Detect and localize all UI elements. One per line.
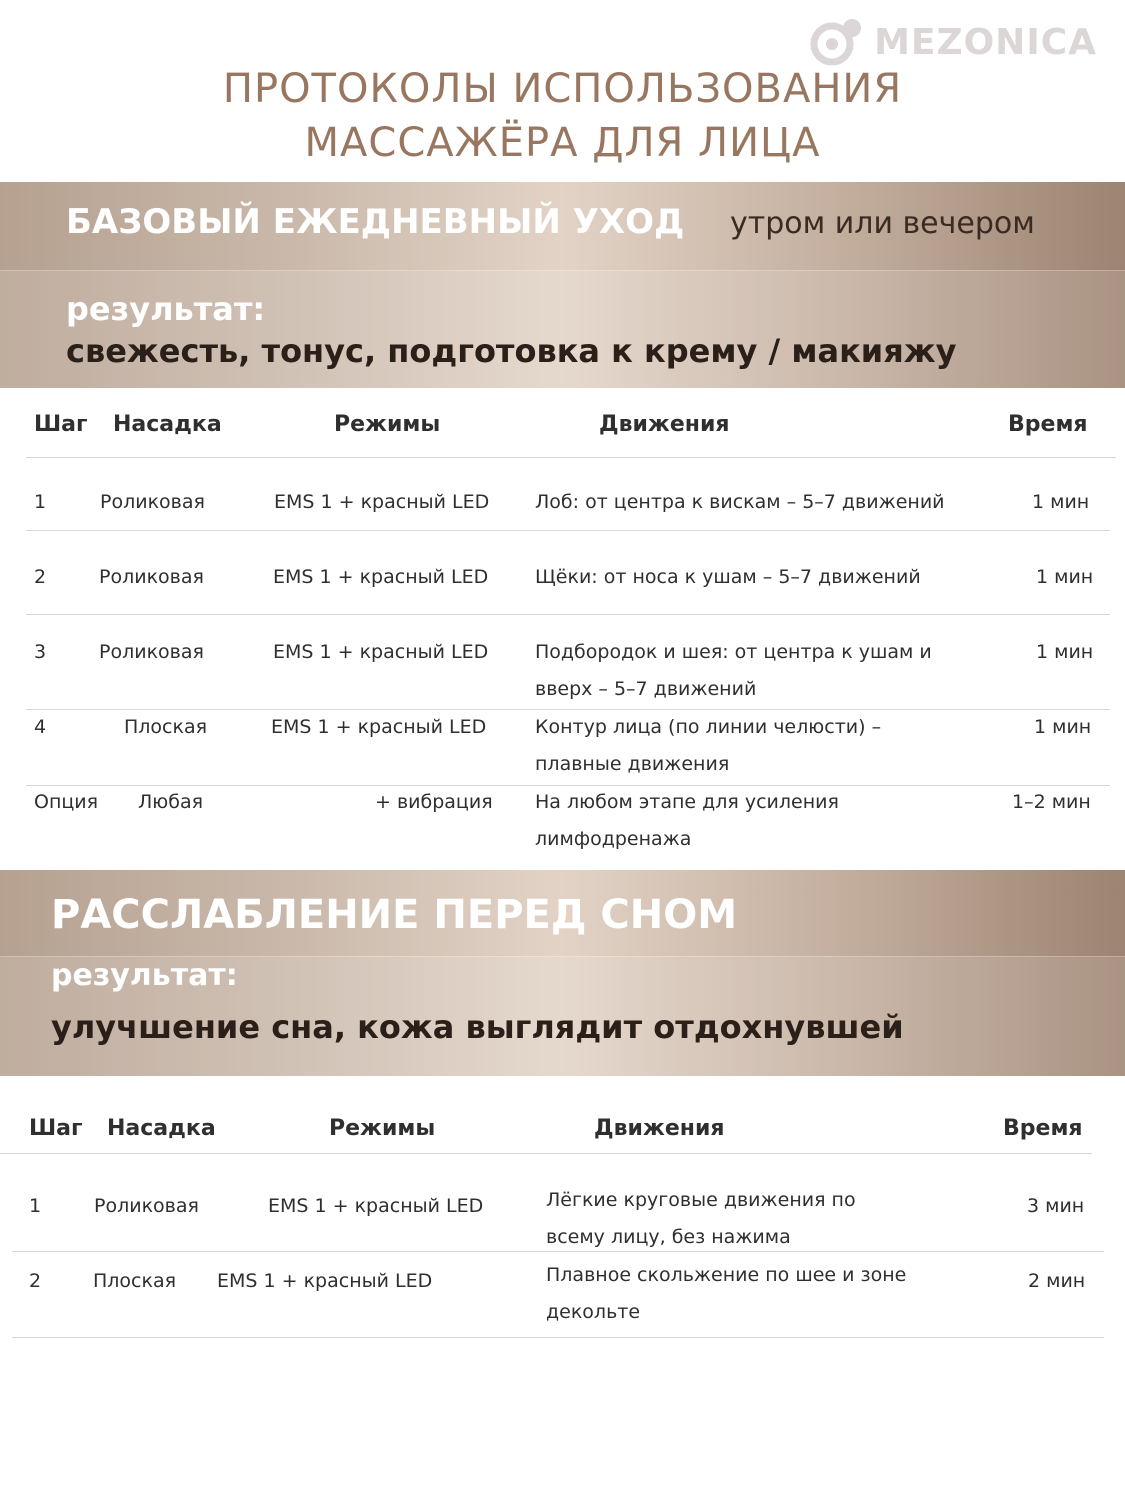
table-1-row-1-attachment: Роликовая — [100, 491, 205, 513]
table-2-row-2-attachment: Плоская — [93, 1270, 177, 1292]
table-2-header-attachment: Насадка — [107, 1116, 216, 1141]
table-1-row-4-modes: EMS 1 + красный LED — [271, 716, 487, 738]
table-1-row-1-modes: EMS 1 + красный LED — [274, 491, 490, 513]
brand-name: MEZONICA — [874, 21, 1097, 63]
table-1-row-5-movements: На любом этапе для усиления лимфодренажа — [535, 791, 839, 850]
table-1-row-3-modes: EMS 1 + красный LED — [273, 641, 489, 663]
table-2-row-1-time: 3 мин — [1027, 1195, 1085, 1217]
table-1-row-4-step: 4 — [34, 716, 47, 738]
section-2-banner — [0, 870, 1125, 1076]
section-2-result-text: улучшение сна, кожа выглядит отдохнувшей — [51, 1008, 904, 1046]
table-1-row-4-time: 1 мин — [1034, 716, 1092, 738]
section-1-result-panel — [0, 270, 1125, 389]
table-1-row-divider — [26, 530, 1110, 531]
table-1-row-3-step: 3 — [34, 641, 47, 663]
table-1-row-1-movements: Лоб: от центра к вискам – 5–7 движений — [535, 491, 945, 513]
table-2-header-divider — [0, 1153, 1092, 1154]
table-2-row-2-movements: Плавное скольжение по шее и зоне декольте — [546, 1264, 907, 1323]
section-2-title: РАССЛАБЛЕНИЕ ПЕРЕД СНОМ — [51, 892, 738, 938]
table-1-header-attachment: Насадка — [113, 412, 222, 437]
table-1-row-4-attachment: Плоская — [124, 716, 208, 738]
page-title-line-2: МАССАЖЁРА ДЛЯ ЛИЦА — [304, 120, 821, 166]
table-1-header-modes: Режимы — [334, 412, 441, 437]
table-1-header-step: Шаг — [34, 412, 88, 437]
section-1-banner — [0, 182, 1125, 388]
table-2-row-divider — [12, 1251, 1104, 1252]
page-title — [0, 62, 1125, 170]
table-1-row-2-movements: Щёки: от носа к ушам – 5–7 движений — [535, 566, 921, 588]
table-1-row-2-modes: EMS 1 + красный LED — [273, 566, 489, 588]
table-1-row-5-step: Опция — [34, 791, 99, 813]
table-2-row-1-modes: EMS 1 + красный LED — [268, 1195, 484, 1217]
section-2-result-label: результат: — [51, 958, 238, 993]
table-1-row-5-attachment: Любая — [138, 791, 204, 813]
table-1-row-2-step: 2 — [34, 566, 47, 588]
table-1-row-5-modes: + вибрация — [375, 791, 493, 813]
table-2-row-2-modes: EMS 1 + красный LED — [217, 1270, 433, 1292]
section-1-result-text: свежесть, тонус, подготовка к крему / макияжу — [66, 332, 957, 370]
table-1-row-2-time: 1 мин — [1036, 566, 1094, 588]
table-1-row-5-time: 1–2 мин — [1012, 791, 1091, 813]
logo-icon — [810, 16, 868, 68]
table-2-row-1-step: 1 — [29, 1195, 42, 1217]
table-2-header-movements: Движения — [594, 1116, 725, 1141]
table-2-header-step: Шаг — [29, 1116, 83, 1141]
table-1-header-time: Время — [1008, 412, 1088, 437]
page-title-line-1: ПРОТОКОЛЫ ИСПОЛЬЗОВАНИЯ — [222, 66, 903, 112]
table-1-row-1-time: 1 мин — [1032, 491, 1090, 513]
table-1-row-3-time: 1 мин — [1036, 641, 1094, 663]
table-2-header-modes: Режимы — [329, 1116, 436, 1141]
section-1-result-label: результат: — [66, 290, 266, 328]
table-2-header-time: Время — [1003, 1116, 1083, 1141]
table-1-row-1-step: 1 — [34, 491, 47, 513]
table-1-row-2-attachment: Роликовая — [99, 566, 204, 588]
table-1-row-divider — [26, 614, 1110, 615]
section-1-subtitle: утром или вечером — [730, 206, 1035, 241]
table-1-row-4-movements: Контур лица (по линии челюсти) – плавные движения — [535, 716, 882, 775]
section-1-title: БАЗОВЫЙ ЕЖЕДНЕВНЫЙ УХОД — [66, 202, 685, 242]
table-1-row-3-attachment: Роликовая — [99, 641, 204, 663]
table-2-row-1-movements: Лёгкие круговые движения по всему лицу, без нажима — [546, 1189, 856, 1248]
table-2-row-1-attachment: Роликовая — [94, 1195, 199, 1217]
table-1-header-movements: Движения — [599, 412, 730, 437]
table-2-row-2-time: 2 мин — [1028, 1270, 1086, 1292]
table-1-row-3-movements: Подбородок и шея: от центра к ушам и вверх – 5–7 движений — [535, 641, 932, 700]
table-2-row-2-step: 2 — [29, 1270, 42, 1292]
table-2-bottom-divider — [12, 1337, 1104, 1338]
table-1-header-divider — [26, 457, 1116, 458]
